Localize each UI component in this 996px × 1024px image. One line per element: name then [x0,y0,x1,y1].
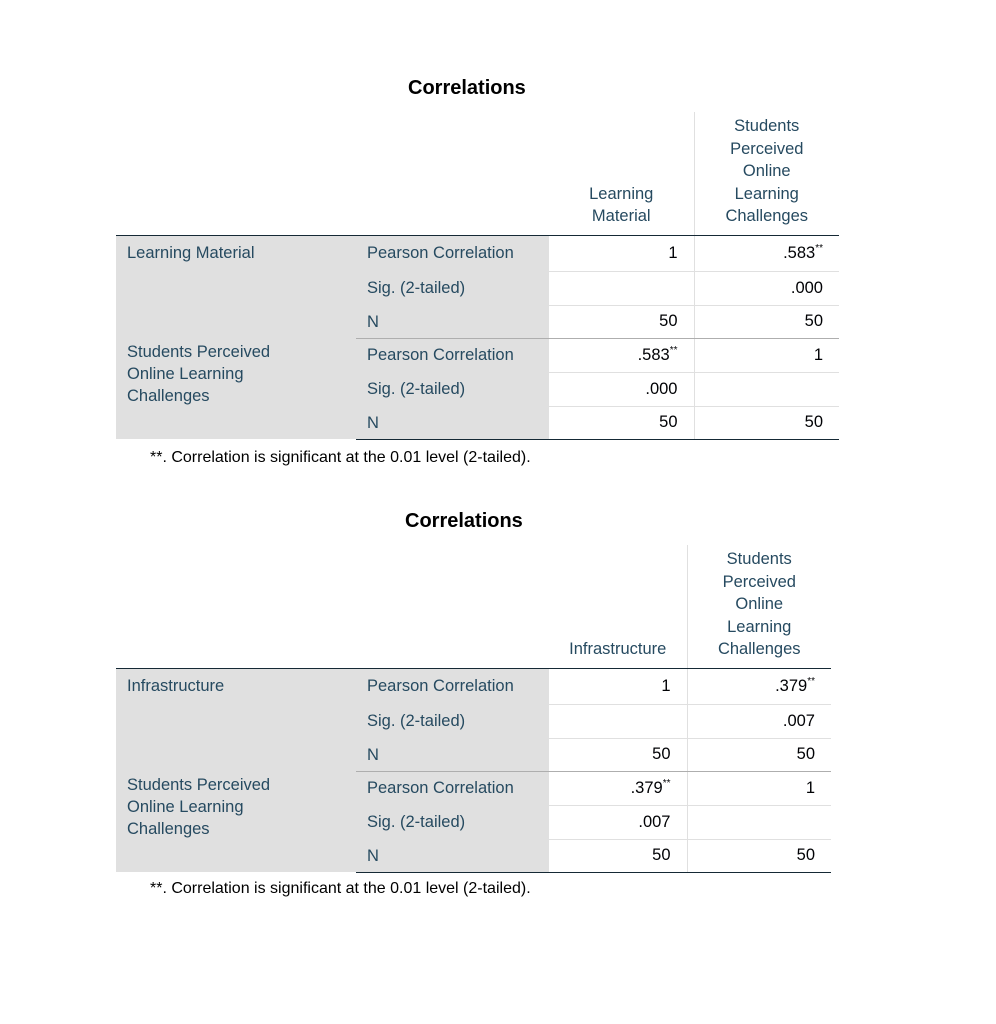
stat-label: Sig. (2-tailed) [356,704,549,738]
correlations-table-2 [116,545,831,873]
stat-label: Pearson Correlation [356,235,549,271]
stat-label: N [356,406,549,439]
cell-value: .007 [549,805,687,839]
table-1-footnote: **. Correlation is significant at the 0.01 level (2-tailed). [150,449,531,466]
stat-label: Sig. (2-tailed) [356,372,549,406]
cell-value: 50 [549,738,687,771]
cell-value: 1 [687,771,831,805]
cell-value: .583** [694,235,839,271]
column-header-learning-material: Learning Material [549,112,694,235]
stat-label: N [356,305,549,338]
cell-value: 1 [549,235,694,271]
table-header-row [116,545,831,668]
cell-value [687,805,831,839]
header-blank [116,545,356,668]
table-row [116,235,839,271]
cell-value: 50 [687,738,831,771]
table-header-row [116,112,839,235]
stat-label: Pearson Correlation [356,338,549,372]
column-header-infrastructure: Infrastructure [549,545,687,668]
cell-value: 50 [549,305,694,338]
header-blank [116,112,356,235]
stat-label: Pearson Correlation [356,668,549,704]
cell-value: .379** [687,668,831,704]
row-label-learning-material: Learning Material [116,235,356,338]
significance-marker: ** [669,344,678,356]
cell-value [549,271,694,305]
column-header-students-perceived: Students Perceived Online Learning Challenges [687,545,831,668]
significance-marker: ** [662,777,671,789]
significance-marker: ** [815,242,823,254]
cell-value: 1 [694,338,839,372]
cell-value: 50 [549,839,687,872]
header-blank [356,545,549,668]
cell-value: .000 [694,271,839,305]
stat-label: Pearson Correlation [356,771,549,805]
stat-label: Sig. (2-tailed) [356,271,549,305]
cell-value: .583** [549,338,694,372]
significance-marker: ** [807,675,815,687]
row-label-infrastructure: Infrastructure [116,668,356,771]
cell-value [694,372,839,406]
cell-value: 1 [549,668,687,704]
cell-value: 50 [549,406,694,439]
cell-value: .007 [687,704,831,738]
header-blank [356,112,549,235]
table-1-title: Correlations [408,77,526,99]
stat-label: N [356,738,549,771]
column-header-students-perceived: Students Perceived Online Learning Challenges [694,112,839,235]
correlations-table-1 [116,112,839,440]
table-row [116,338,839,372]
table-row [116,771,831,805]
stat-label: N [356,839,549,872]
cell-value [549,704,687,738]
cell-value: .379** [549,771,687,805]
cell-value: .000 [549,372,694,406]
stat-label: Sig. (2-tailed) [356,805,549,839]
row-label-students-perceived: Students Perceived Online Learning Challenges [116,338,356,439]
table-2-footnote: **. Correlation is significant at the 0.01 level (2-tailed). [150,880,531,897]
cell-value: 50 [694,406,839,439]
table-row [116,668,831,704]
table-2-title: Correlations [405,510,523,532]
row-label-students-perceived: Students Perceived Online Learning Challenges [116,771,356,872]
cell-value: 50 [687,839,831,872]
cell-value: 50 [694,305,839,338]
